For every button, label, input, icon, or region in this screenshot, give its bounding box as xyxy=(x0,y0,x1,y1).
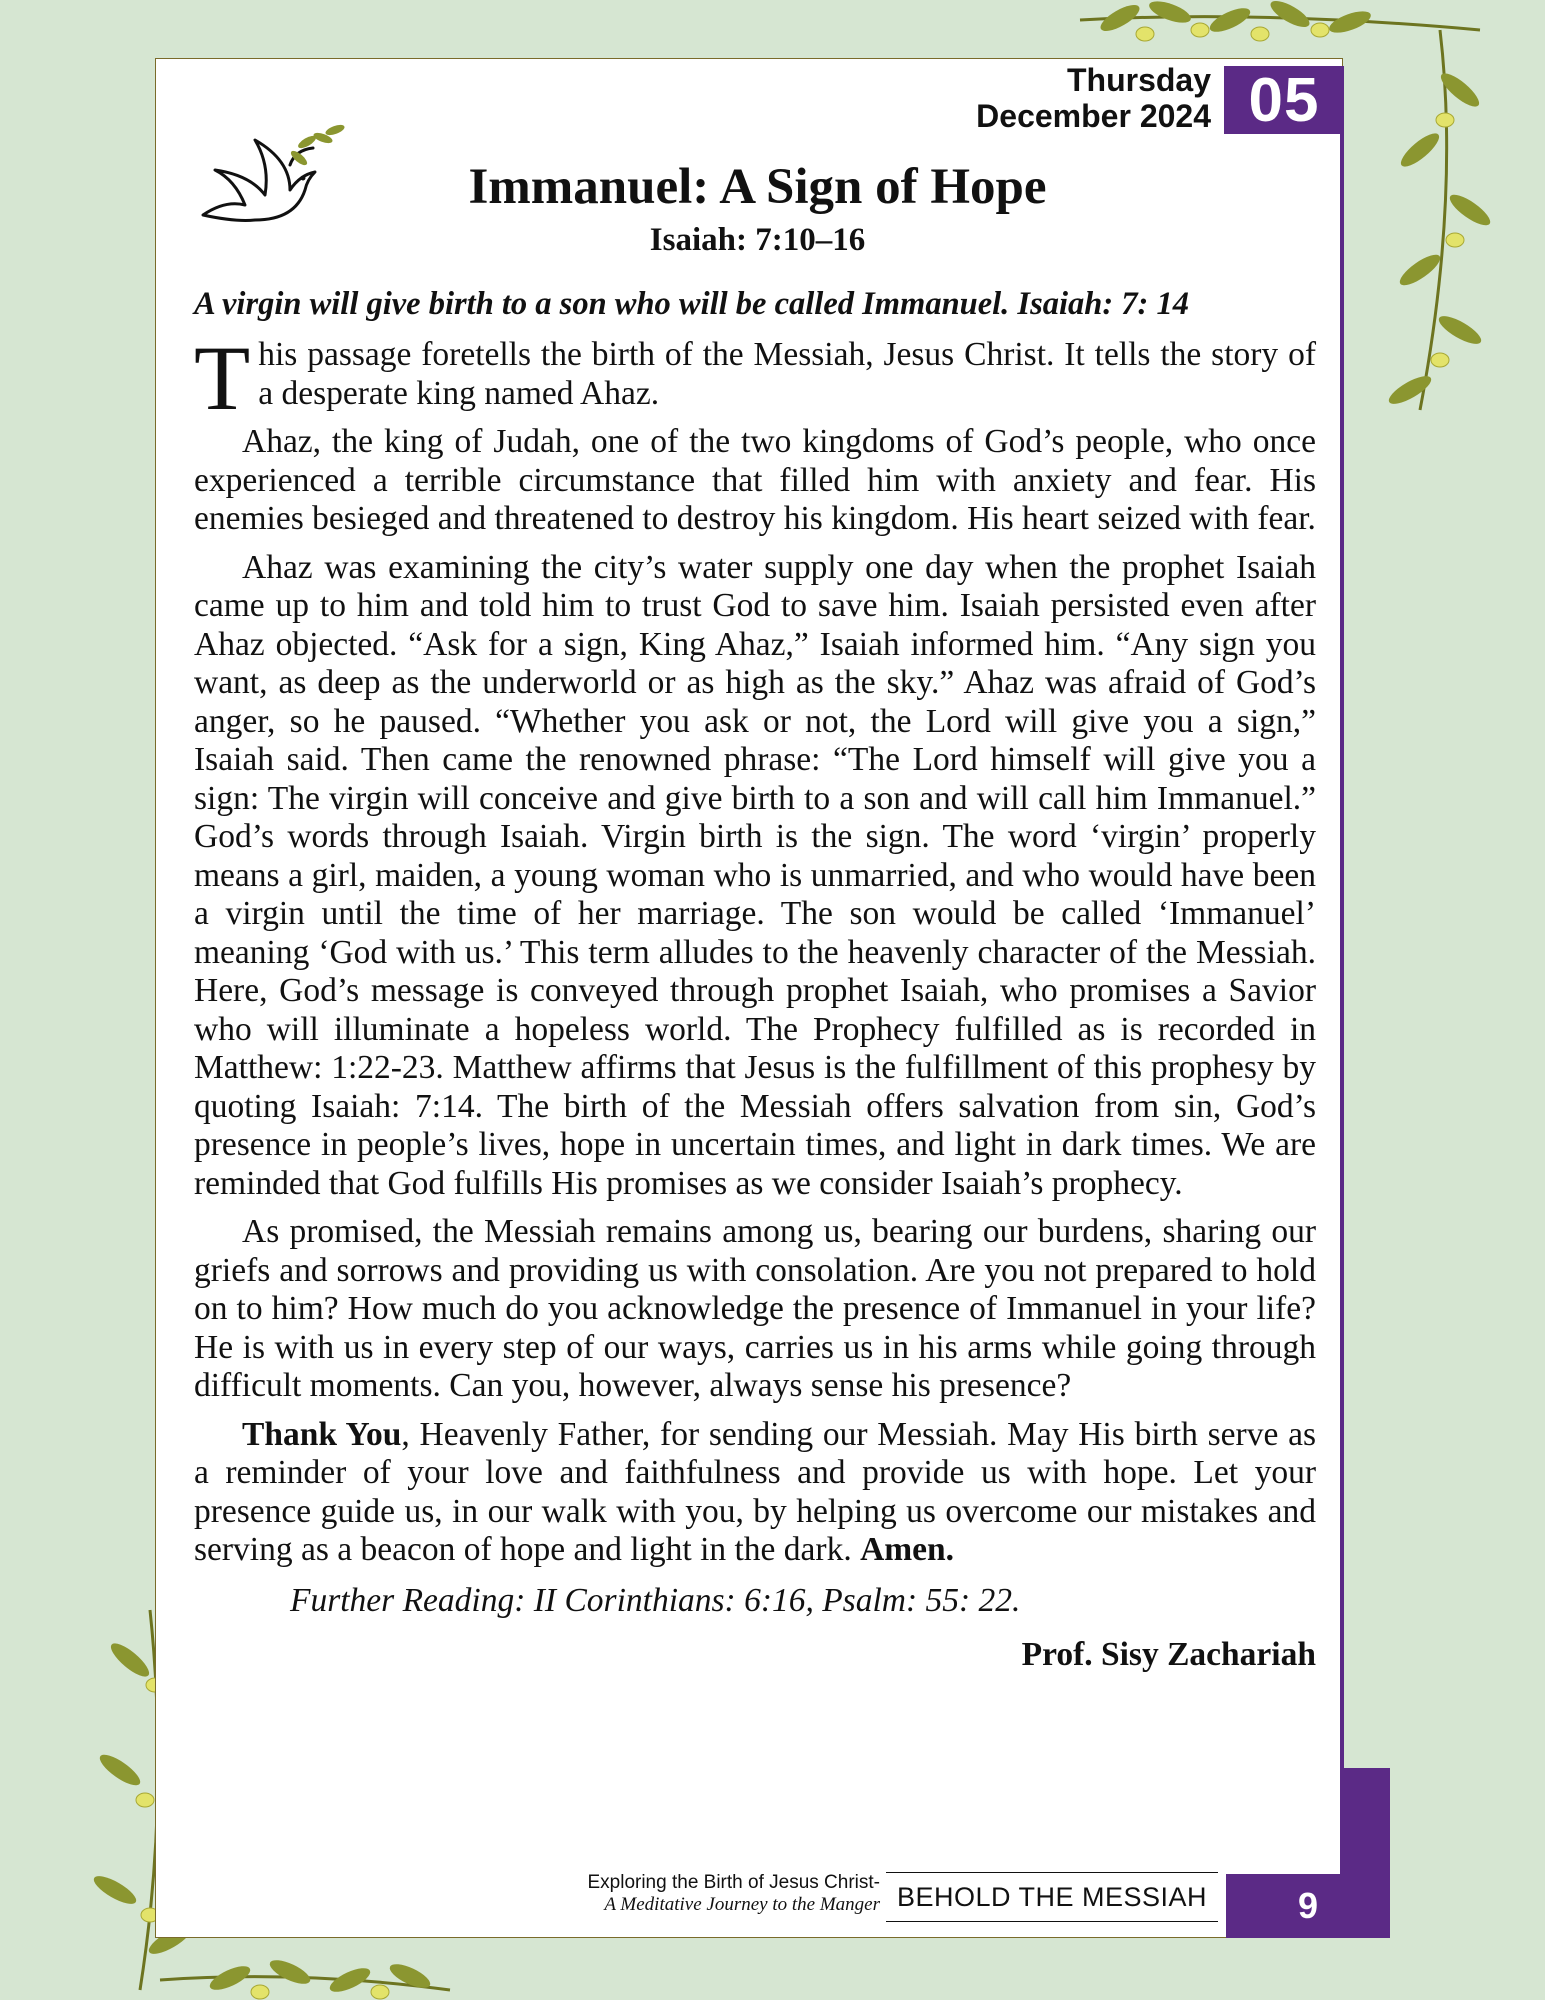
prayer-lead: Thank You xyxy=(242,1415,402,1453)
date-number-badge: 05 xyxy=(1224,66,1344,134)
key-verse: A virgin will give birth to a son who will be called Immanuel. Isaiah: 7: 14 xyxy=(194,286,1189,322)
scripture-reference: Isaiah: 7:10–16 xyxy=(649,222,866,258)
devotional-body xyxy=(194,327,1317,1674)
drop-cap: T xyxy=(194,327,251,429)
accent-rule xyxy=(1340,75,1344,1775)
paragraph-4: As promised, the Messiah remains among us, bearing our burdens, sharing our griefs and sorrows and providing us with consolation. Are you not prepared to hold on to him? How much do you acknowledge the presence of Immanuel in your life? He is with us in every step of our ways, carries us in his arms while going through difficult moments. Can you, however, always sense his presence? xyxy=(194,1213,1316,1404)
prayer-paragraph: Thank You, Heavenly Father, for sending our Messiah. May His birth serve as a reminder of your love and faithfulness and provide us with hope. Let your presence guide us, in our walk with you, by helping us overcome our mistakes and serving as a beacon of hope and light in the dark. Amen. xyxy=(194,1415,1317,1568)
page-number: 9 xyxy=(1226,1874,1390,1938)
amen: Amen. xyxy=(860,1531,955,1568)
page-title: Immanuel: A Sign of Hope xyxy=(468,159,1047,215)
paragraph-3: Ahaz was examining the city’s water supply one day when the prophet Isaiah came up to him and told him to trust God to save him. Isaiah persisted even after Ahaz objected. “Ask for a sign, King Ahaz,” Isaiah informed him. “Any sign you want, as deep as the underworld or as high as the sky.” Ahaz was afraid of God’s anger, so he paused. “Whether you ask or not, the Lord will give you a sign,” Isaiah said. Then came the renowned phrase: “The Lord himself will give you a sign: The virgin will conceive and give birth to a son and will call him Immanuel.” God’s words through Isaiah. Virgin birth is the sign. The word ‘virgin’ properly means a girl, maiden, a young woman who is unmarried, and who would have been a virgin until the time of her marriage. The son would be called ‘Immanuel’ meaning ‘God with us.’ This term alludes to the heavenly character of the Messiah. Here, God’s message is conveyed through prophet Isaiah, who promises a Savior who will illuminate a hopeless world. The Prophecy fulfilled as is recorded in Matthew: 1:22-23. Matthew affirms that Jesus is the fulfillment of this prophesy by quoting Isaiah: 7:14. The birth of the Messiah offers salvation from sin, God’s presence in people’s lives, hope in uncertain times, and light in dark times. We are reminded that God fulfills His promises as we consider Isaiah’s prophecy. xyxy=(194,548,1316,1202)
paragraph-1: This passage foretells the birth of the Messiah, Jesus Christ. It tells the story of a desperate king named Ahaz. xyxy=(194,327,1316,429)
further-reading: Further Reading: II Corinthians: 6:16, Psalm: 55: 22. xyxy=(290,1581,1021,1619)
weekday: Thursday xyxy=(1066,62,1211,98)
book-brand: BEHOLD THE MESSIAH xyxy=(886,1872,1218,1922)
paragraph-2: Ahaz, the king of Judah, one of the two kingdoms of God’s people, who once experienced a terrible circumstance that filled him with anxiety and fear. His enemies besieged and threatened to destroy his kingdom. His heart seized with fear. xyxy=(194,423,1316,537)
date-label xyxy=(976,62,1211,134)
month-year: December 2024 xyxy=(976,98,1211,134)
author-name: Prof. Sisy Zachariah xyxy=(1021,1635,1316,1673)
series-title: Exploring the Birth of Jesus Christ- A Meditative Journey to the Manger xyxy=(587,1872,880,1915)
